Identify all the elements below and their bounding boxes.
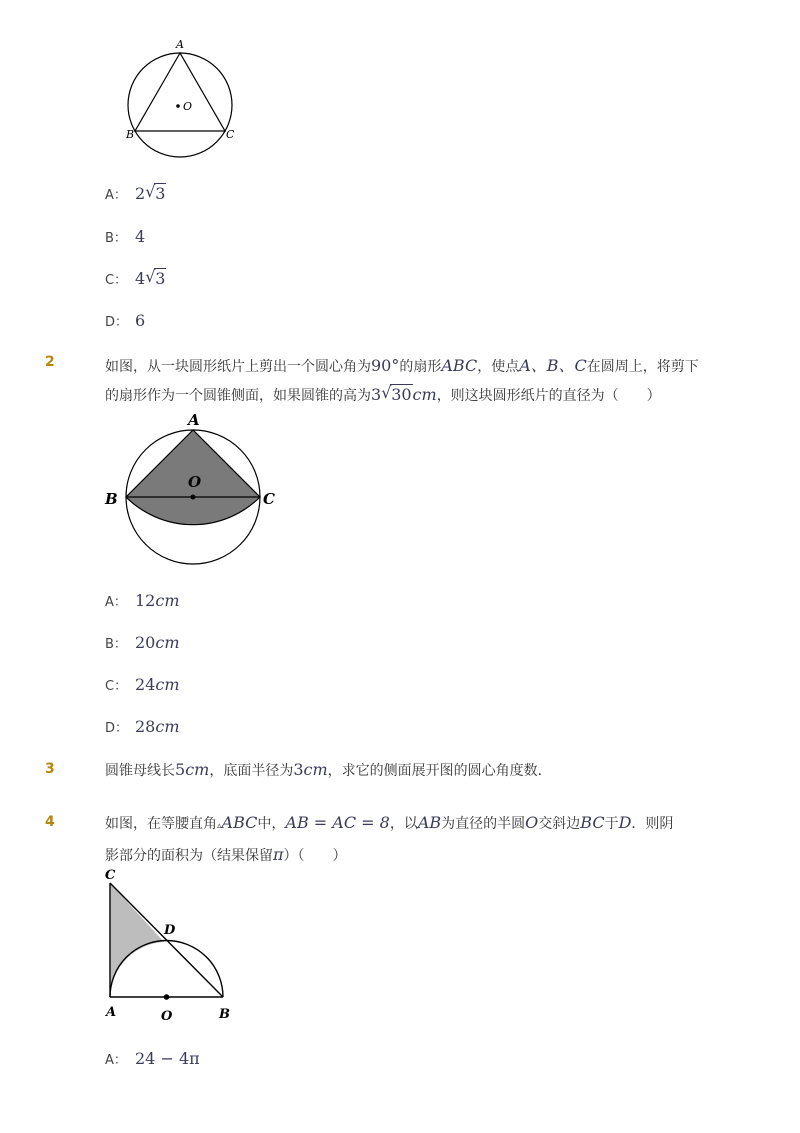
option-label: A： — [105, 188, 127, 203]
q2-label-o: O — [188, 473, 202, 491]
option-label: D： — [105, 721, 129, 736]
option-value: 4 √ 3 — [135, 267, 166, 288]
q4-figure — [100, 865, 245, 1030]
q1-option-a[interactable] — [105, 184, 166, 203]
q4-label-d: D — [164, 923, 176, 938]
option-value: 2 √ 3 — [135, 182, 166, 203]
q3-number: 3 — [45, 761, 55, 777]
option-value: 20cm — [135, 633, 180, 652]
q2-number: 2 — [45, 354, 55, 370]
option-value: 12cm — [135, 591, 180, 610]
q4-label-a: A — [106, 1005, 117, 1020]
q4-option-a[interactable] — [105, 1049, 200, 1068]
q1-label-a: A — [176, 38, 184, 51]
q1-center-dot — [176, 104, 180, 108]
q2-option-a[interactable] — [105, 591, 180, 610]
q1-triangle — [135, 53, 225, 131]
option-label: C： — [105, 273, 128, 288]
q1-label-o: O — [183, 100, 193, 113]
q2-option-c[interactable] — [105, 675, 180, 694]
q4-center-dot — [164, 994, 170, 1000]
q1-label-b: B — [126, 128, 135, 141]
q4-label-o: O — [161, 1009, 173, 1024]
q1-label-c: C — [226, 128, 235, 141]
option-label: A： — [105, 595, 127, 610]
option-label: A： — [105, 1053, 127, 1068]
option-label: D： — [105, 315, 129, 330]
option-value: 24 − 4π — [135, 1049, 200, 1068]
q2-figure — [100, 405, 280, 570]
q1-option-c[interactable] — [105, 269, 166, 288]
option-label: B： — [105, 231, 127, 246]
option-value: 6 — [135, 311, 146, 330]
q4-label-c: C — [105, 868, 116, 883]
q1-option-d[interactable] — [105, 311, 145, 330]
q4-shaded-region — [110, 883, 164, 997]
q4-text-line1: 如图，在等腰直角▵ABC中，AB = AC = 8，以AB为直径的半圆O交斜边BC于D．则阴 — [105, 813, 674, 832]
q2-option-d[interactable] — [105, 717, 180, 736]
q1-option-b[interactable] — [105, 227, 145, 246]
q2-center-dot — [191, 495, 196, 500]
q2-text-line2: 的扇形作为一个圆锥侧面，如果圆锥的高为3 √ 30cm，则这块圆形纸片的直径为（ ） — [105, 383, 661, 404]
q4-number: 4 — [45, 814, 55, 830]
q4-text-line2: 影部分的面积为（结果保留π）（ ） — [105, 845, 347, 864]
q1-circle — [128, 53, 232, 157]
q2-label-b: B — [105, 490, 118, 508]
q1-figure — [120, 35, 250, 165]
option-value: 28cm — [135, 717, 180, 736]
q2-label-a: A — [188, 411, 200, 429]
option-label: C： — [105, 679, 128, 694]
q3-text: 圆锥母线长5cm，底面半径为3cm，求它的侧面展开图的圆心角度数． — [105, 760, 552, 779]
q2-text-line1: 如图，从一块圆形纸片上剪出一个圆心角为90°的扇形ABC，使点A、B、C在圆周上，将剪下 — [105, 356, 699, 375]
option-value: 4 — [135, 227, 146, 246]
q2-label-c: C — [263, 490, 275, 508]
q4-label-b: B — [219, 1007, 230, 1022]
option-label: B： — [105, 637, 127, 652]
option-value: 24cm — [135, 675, 180, 694]
q2-option-b[interactable] — [105, 633, 180, 652]
